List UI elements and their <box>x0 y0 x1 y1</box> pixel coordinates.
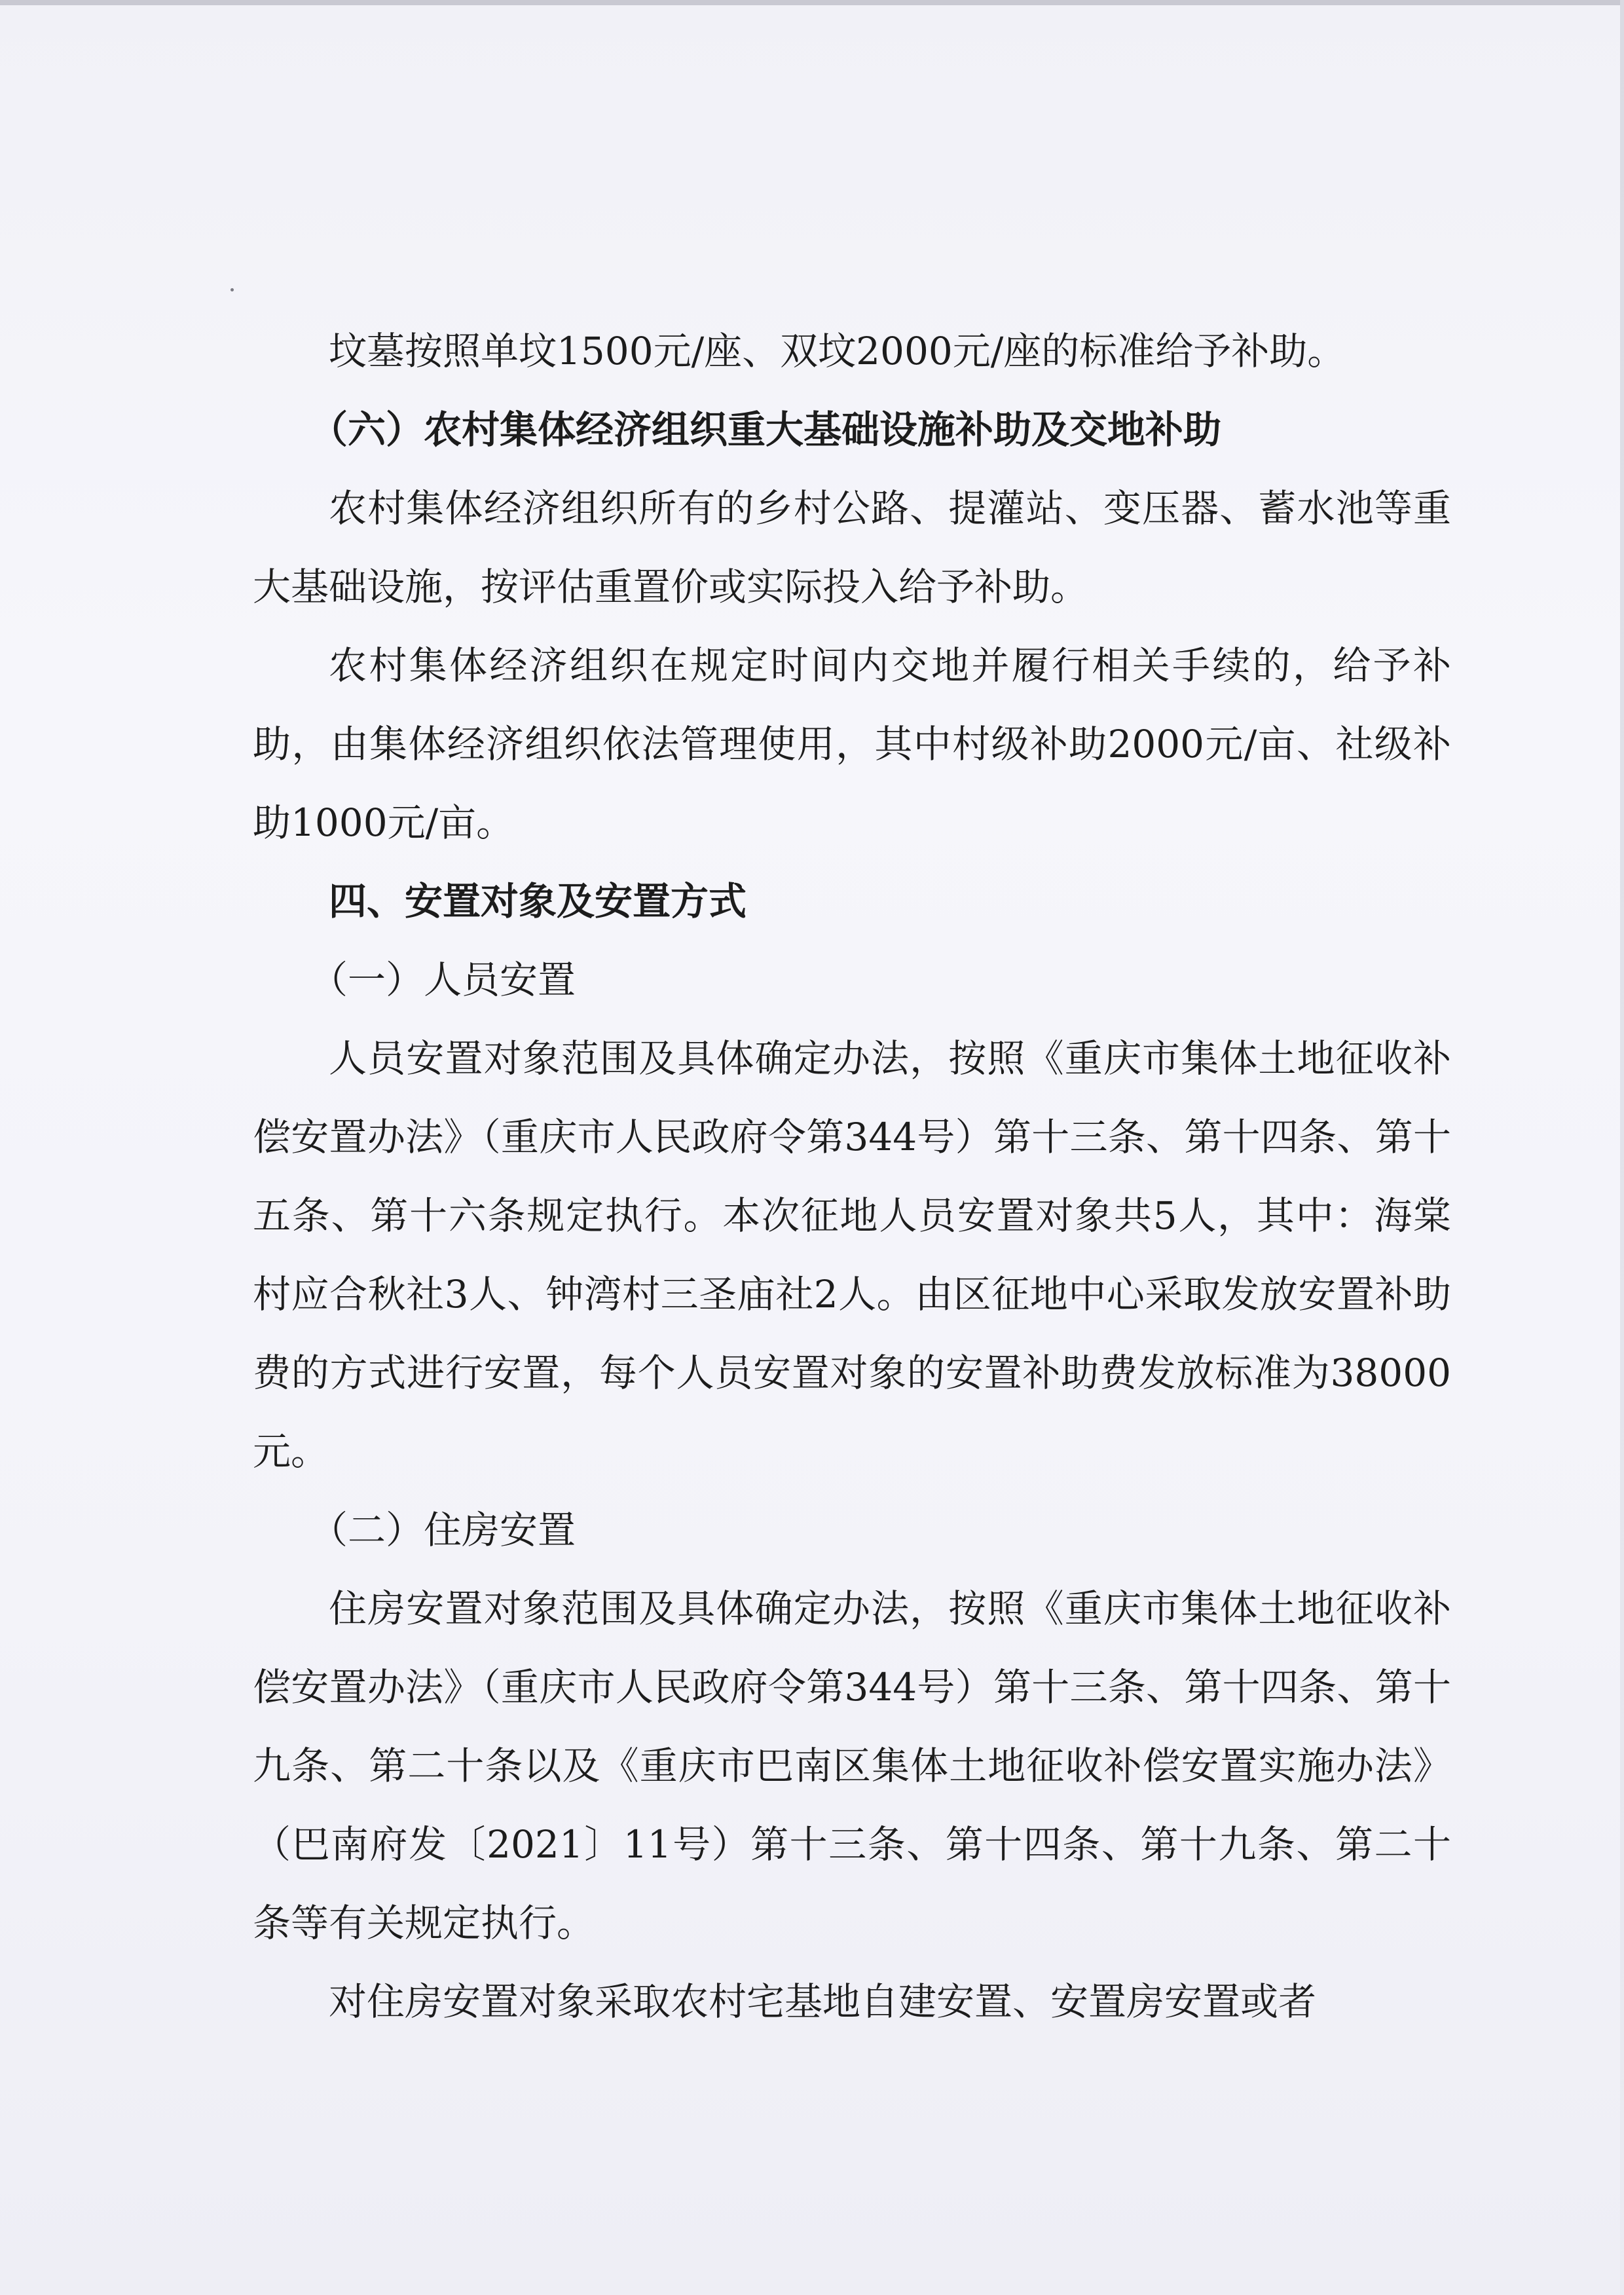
section-heading-housing: （二）住房安置 <box>310 1508 576 1552</box>
chapter-heading-4: 四、安置对象及安置方式 <box>329 879 747 924</box>
scan-top-edge <box>0 0 1624 5</box>
scan-right-edge <box>1620 0 1624 2295</box>
paragraph-housing-methods: 对住房安置对象采取农村宅基地自建安置、安置房安置或者 <box>329 1979 1317 2024</box>
section-heading-personnel: （一）人员安置 <box>310 958 576 1002</box>
paragraph-housing-placement: 住房安置对象范围及具体确定办法，按照《重庆市集体土地征收补偿安置办法》（重庆市人民政府令第344号）第十三条、第十四条、第十九条、第二十条以及《重庆市巴南区集体土地征收补偿安置实施办法》（巴南府发〔2021〕11号）第十三条、第十四条、第十九条、第二十条等有关规定执行。 <box>253 1586 1451 1945</box>
section-heading-6: （六）农村集体经济组织重大基础设施补助及交地补助 <box>310 407 1222 452</box>
scan-speck <box>231 288 234 291</box>
paragraph-infrastructure: 农村集体经济组织所有的乡村公路、提灌站、变压器、蓄水池等重大基础设施，按评估重置价或实际投入给予补助。 <box>253 486 1451 609</box>
paragraph-tomb-subsidy: 坟墓按照单坟1500元/座、双坟2000元/座的标准给予补助。 <box>329 329 1346 373</box>
document-body <box>253 312 1451 2041</box>
paragraph-land-handover: 农村集体经济组织在规定时间内交地并履行相关手续的，给予补助，由集体经济组织依法管理使用，其中村级补助2000元/亩、社级补助1000元/亩。 <box>253 643 1451 845</box>
paragraph-personnel-placement: 人员安置对象范围及具体确定办法，按照《重庆市集体土地征收补偿安置办法》（重庆市人民政府令第344号）第十三条、第十四条、第十五条、第十六条规定执行。本次征地人员安置对象共5人，其中：海棠村应合秋社3人、钟湾村三圣庙社2人。由区征地中心采取发放安置补助费的方式进行安置，每个人员安置对象的安置补助费发放标准为38000元。 <box>253 1036 1451 1474</box>
